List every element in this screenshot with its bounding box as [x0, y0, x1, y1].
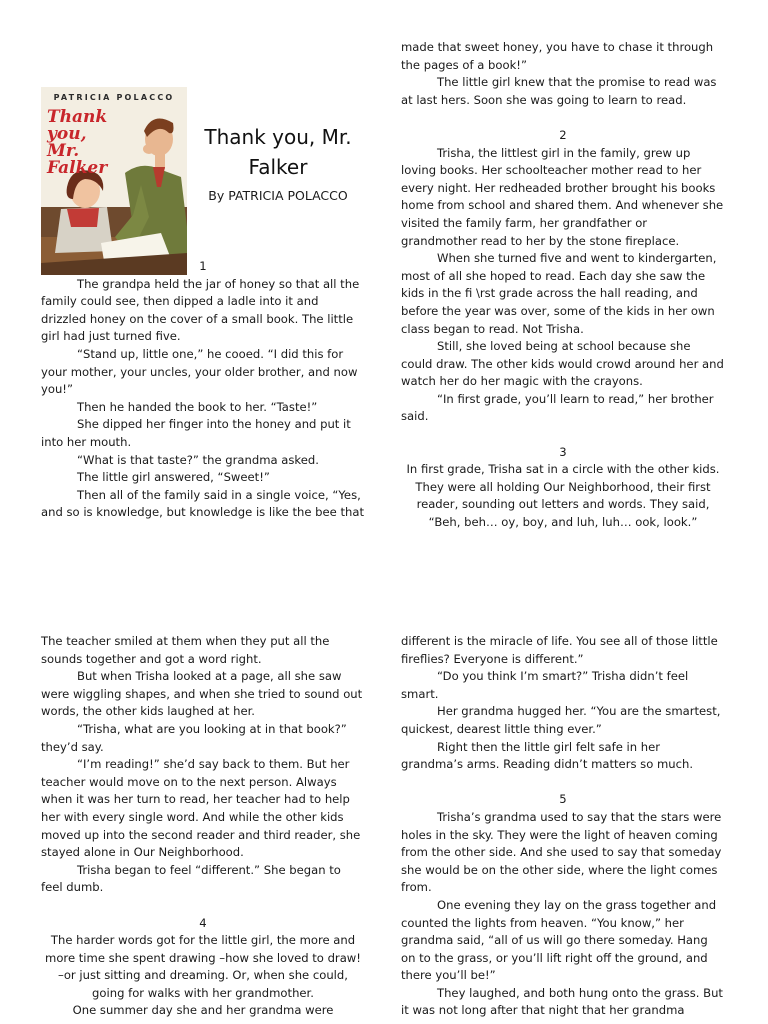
paragraph: Right then the little girl felt safe in her grandma’s arms. Reading didn’t matters so much. [401, 739, 694, 772]
paragraph: “Trisha, what are you looking at in that book?” they’d say. [41, 721, 347, 754]
chapter-number: 4 [199, 915, 207, 930]
cover-title-line2: Mr. Falker [47, 141, 108, 178]
paragraph: Trisha began to feel “different.” She began to feel dumb. [41, 862, 341, 895]
paragraph: Then all of the family said in a single voice, “Yes, and so is knowledge, but knowledge is like the bee that [41, 487, 365, 520]
paragraph: Her grandma hugged her. “You are the smartest, quickest, dearest little thing ever.” [401, 704, 721, 736]
column-top-right [401, 39, 725, 532]
paragraph: She dipped her finger into the honey and put it into her mouth. [41, 417, 351, 449]
paragraph: When she turned five and went to kindergarten, most of all she hoped to read. Each day she saw the kids in the fi \rst grade across the hall reading, and before the year was over, some of the kids in her own class began to read. Not Trisha. [401, 251, 717, 336]
paragraph: “Do you think I’m smart?” Trisha didn’t feel smart. [401, 669, 689, 701]
cover-title-line1: Thank you, [47, 107, 108, 144]
paragraph: One evening they lay on the grass together and counted the lights from heaven. “You know,” her grandma said, “all of us will go there someday. Hang on to the grass, or you’ll lift right off the ground, and there you’ll be!” [401, 897, 717, 983]
paragraph: One summer day she and her grandma were [72, 1003, 334, 1018]
paragraph: They laughed, and both hung onto the grass. But it was not long after that night that her grandma [401, 985, 723, 1018]
paragraph: “I’m reading!” she’d say back to them. But her teacher would move on to the next person. Always when it was her turn to read, her teacher had to help her with every single word. And while the other kids moved up into the second reader and third reader, she stayed alone in Our Neighborhood. [41, 757, 361, 860]
column-bottom-right [401, 633, 725, 1020]
paragraph: “In first grade, you’ll learn to read,” her brother said. [401, 391, 714, 424]
paragraph: Trisha, the littlest girl in the family, grew up loving books. Her schoolteacher mother read to her every night. Her redheaded brother brought his books home from school and shared them. And whenever she visited the family farm, her grandfather or grandmother read to her by the stone fireplace. [401, 145, 724, 248]
book-byline: By PATRICIA POLACCO [208, 188, 348, 203]
paragraph: In first grade, Trisha sat in a circle with the other kids. They were all holding Our Neighborhood, their first reader, sounding out letters and words. They said, “Beh, beh… oy, boy, and luh, luh… ook, look.” [406, 462, 720, 530]
cover-title-text [47, 109, 137, 177]
cover-author-text: PATRICIA POLACCO [53, 93, 175, 102]
chapter-number: 1 [199, 259, 207, 273]
paragraph: Trisha’s grandma used to say that the stars were holes in the sky. They were the light of heaven coming from the other side. And she used to say that someday she would be on the other side, where the light comes from. [401, 809, 722, 895]
chapter-number: 3 [559, 444, 567, 459]
column-bottom-left [41, 633, 365, 1020]
column-top-left [41, 258, 365, 522]
paragraph: The grandpa held the jar of honey so that all the family could see, then dipped a ladle into it and drizzled honey on the cover of a small book. The little girl had just turned five. [41, 276, 360, 344]
book-cover-image [41, 87, 187, 275]
paragraph: “Stand up, little one,” he cooed. “I did this for your mother, your uncles, your older brother, and now you!” [41, 346, 358, 397]
chapter-number: 2 [559, 127, 567, 142]
paragraph: Then he handed the book to her. “Taste!” [77, 399, 318, 414]
chapter-number: 5 [559, 792, 567, 807]
paragraph: “What is that taste?” the grandma asked. [77, 452, 319, 467]
paragraph: different is the miracle of life. You see all of those little fireflies? Everyone is different.” [401, 634, 718, 666]
paragraph: Still, she loved being at school because she could draw. The other kids would crowd around her and watch her do her magic with the crayons. [401, 339, 724, 389]
paragraph: The little girl answered, “Sweet!” [77, 470, 270, 485]
paragraph: The harder words got for the little girl, the more and more time she spent drawing –how she loved to draw! –or just sitting and dreaming. Or, when she could, going for walks with her grandmother. [45, 933, 361, 1000]
paragraph: The teacher smiled at them when they put all the sounds together and got a word right. [41, 634, 330, 666]
paragraph: The little girl knew that the promise to read was at last hers. Soon she was going to learn to read. [401, 75, 717, 107]
book-title: Thank you, Mr. Falker [204, 125, 352, 179]
paragraph: made that sweet honey, you have to chase it through the pages of a book!” [401, 40, 714, 72]
paragraph: But when Trisha looked at a page, all she saw were wiggling shapes, and when she tried to sound out words, the other kids laughed at her. [41, 669, 363, 719]
